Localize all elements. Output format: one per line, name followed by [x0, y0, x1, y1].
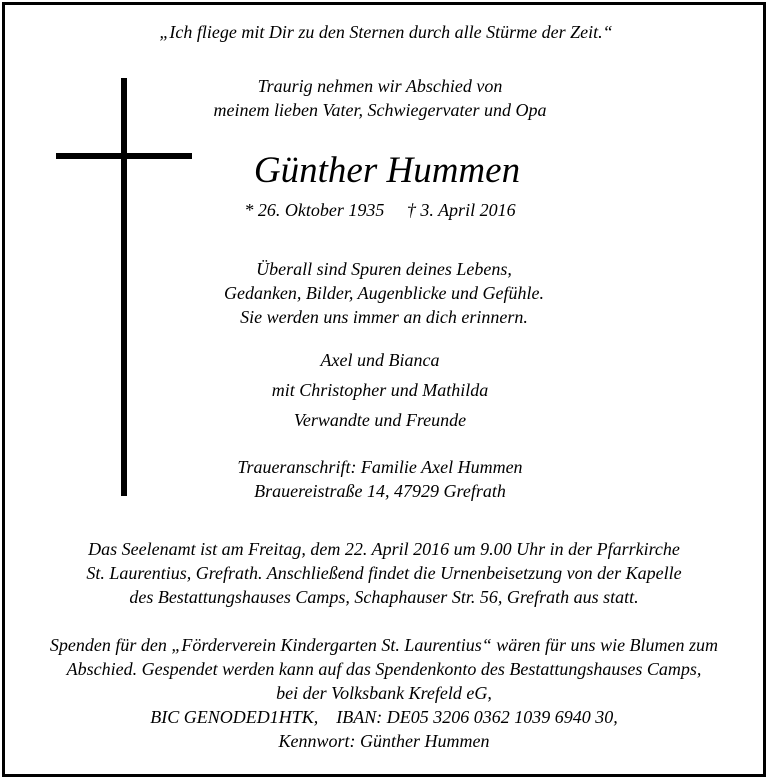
service-line-3: des Bestattungshauses Camps, Schaphauser Str. 56, Grefrath aus statt. — [129, 587, 639, 607]
donation-line-3: bei der Volksbank Krefeld eG, — [276, 683, 492, 703]
poem-line-1: Überall sind Spuren deines Lebens, — [256, 259, 512, 279]
mourner-line-2: mit Christopher und Mathilda — [271, 380, 489, 400]
mourner-line-1: Axel und Bianca — [320, 350, 440, 370]
intro-line-1: Traurig nehmen wir Abschied von — [257, 76, 503, 96]
donation-line-1: Spenden für den „Förderverein Kindergarten St. Laurentius“ wären für uns wie Blumen zum — [49, 635, 719, 655]
deceased-name: Günther Hummen — [253, 150, 521, 191]
donation-line-5: Kennwort: Günther Hummen — [278, 731, 490, 751]
life-dates: * 26. Oktober 1935 † 3. April 2016 — [244, 200, 516, 220]
mourner-line-3: Verwandte und Freunde — [293, 410, 467, 430]
donation-line-4: BIC GENODED1HTK, IBAN: DE05 3206 0362 1039 6940 30, — [150, 707, 618, 727]
donation-line-2: Abschied. Gespendet werden kann auf das Spendenkonto des Bestattungshauses Camps, — [66, 659, 702, 679]
intro-line-2: meinem lieben Vater, Schwiegervater und Opa — [213, 100, 547, 120]
address-line-1: Traueranschrift: Familie Axel Hummen — [237, 457, 523, 477]
service-line-2: St. Laurentius, Grefrath. Anschließend findet die Urnenbeisetzung von der Kapelle — [86, 563, 682, 583]
address-line-2: Brauereistraße 14, 47929 Grefrath — [254, 481, 506, 501]
service-line-1: Das Seelenamt ist am Freitag, dem 22. April 2016 um 9.00 Uhr in der Pfarrkirche — [88, 539, 680, 559]
poem-line-2: Gedanken, Bilder, Augenblicke und Gefühle. — [223, 283, 545, 303]
poem-line-3: Sie werden uns immer an dich erinnern. — [240, 307, 528, 327]
motto: „Ich fliege mit Dir zu den Sternen durch alle Stürme der Zeit.“ — [159, 22, 613, 42]
